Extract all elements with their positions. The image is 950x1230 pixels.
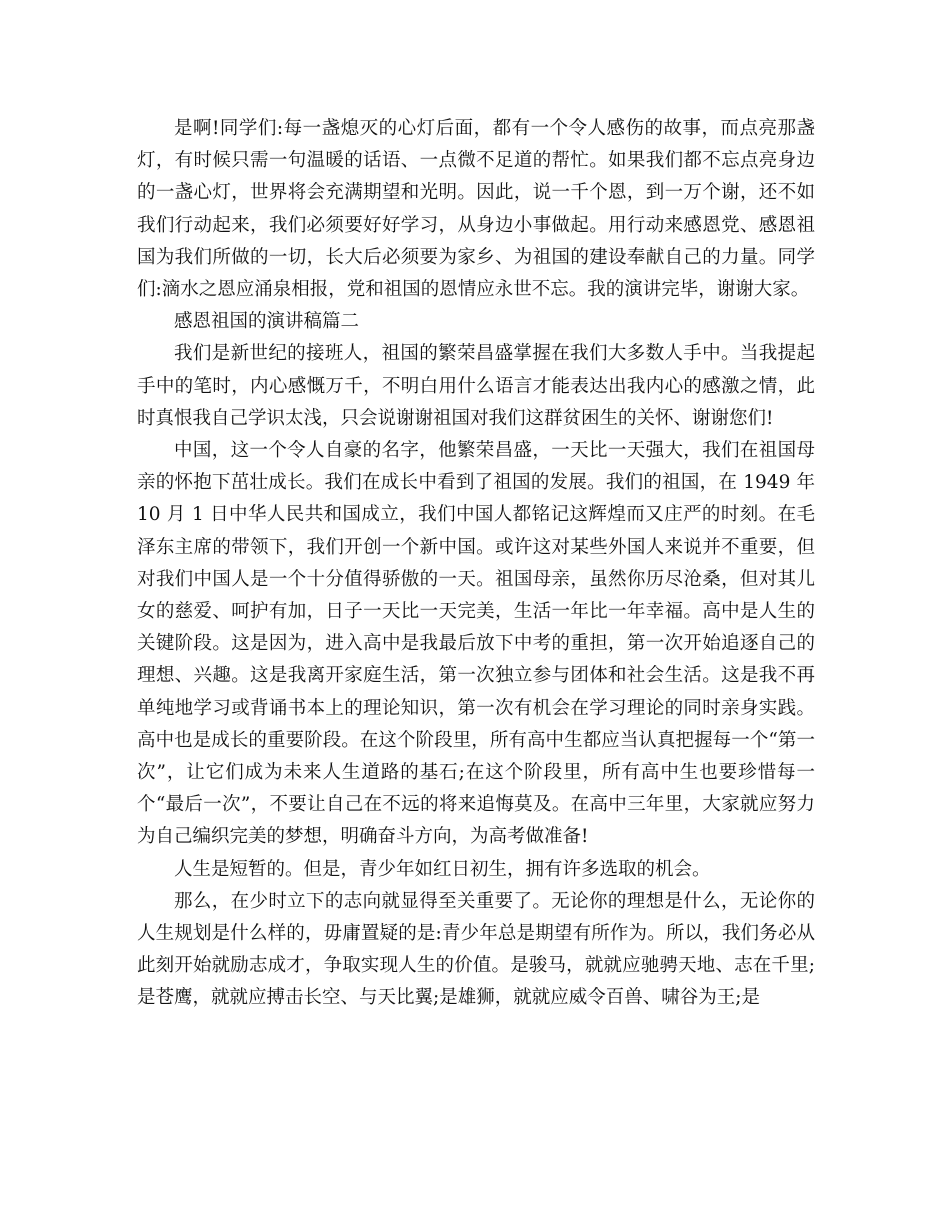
paragraph-china-high-school: 中国，这一个令人自豪的名字，他繁荣昌盛，一天比一天强大，我们在祖国母亲的怀抱下茁壮成长。我们在成长中看到了祖国的发展。我们的祖国，在 1949 年 10 月 1 日中华人民共和国成立，我们中国人都铭记这辉煌而又庄严的时刻。在毛泽东主席的带领下，我们开创一个新中国。或许这对某些外国人来说并不重要，但对我们中国人是一个十分值得骄傲的一天。祖国母亲，虽然你历尽沧桑，但对其儿女的慈爱、呵护有加，日子一天比一天完美，生活一年比一年幸福。高中是人生的关键阶段。这是因为，进入高中是我最后放下中考的重担，第一次开始追逐自己的理想、兴趣。这是我离开家庭生活，第一次独立参与团体和社会生活。这是我不再单纯地学习或背诵书本上的理论知识，第一次有机会在学习理论的同时亲身实践。高中也是成长的重要阶段。在这个阶段里，所有高中生都应当认真把握每一个“第一次”，让它们成为未来人生道路的基石;在这个阶段里，所有高中生也要珍惜每一个“最后一次”，不要让自己在不远的将来追悔莫及。在高中三年里，大家就应努力为自己编织完美的梦想，明确奋斗方向，为高考做准备! [137,440,815,848]
paragraph-life-short: 人生是短暂的。但是，青少年如红日初生，拥有许多选取的机会。 [174,858,711,880]
section-heading: 感恩祖国的演讲稿篇二 [174,311,360,333]
paragraph-successors: 我们是新世纪的接班人，祖国的繁荣昌盛掌握在我们大多数人手中。当我提起手中的笔时，内心感慨万千，不明白用什么语言才能表达出我内心的感激之情，此时真恨我自己学识太浅，只会说谢谢祖国对我们这群贫困生的关怀、谢谢您们! [137,343,815,429]
document-body [137,113,815,1015]
paragraph-ambition: 那么，在少时立下的志向就显得至关重要了。无论你的理想是什么，无论你的人生规划是什么样的，毋庸置疑的是:青少年总是期望有所作为。所以，我们务必从此刻开始就励志成才，争取实现人生的价值。是骏马，就就应驰骋天地、志在千里;是苍鹰，就就应搏击长空、与天比翼;是雄狮，就就应威令百兽、啸谷为王;是 [137,890,815,1009]
paragraph-gratitude-closing: 是啊!同学们:每一盏熄灭的心灯后面，都有一个令人感伤的故事，而点亮那盏灯，有时候只需一句温暖的话语、一点微不足道的帮忙。如果我们都不忘点亮身边的一盏心灯，世界将会充满期望和光明。因此，说一千个恩，到一万个谢，还不如我们行动起来，我们必须要好好学习，从身边小事做起。用行动来感恩党、感恩祖国为我们所做的一切，长大后必须要为家乡、为祖国的建设奉献自己的力量。同学们:滴水之恩应涌泉相报，党和祖国的恩情应永世不忘。我的演讲完毕，谢谢大家。 [137,118,815,301]
